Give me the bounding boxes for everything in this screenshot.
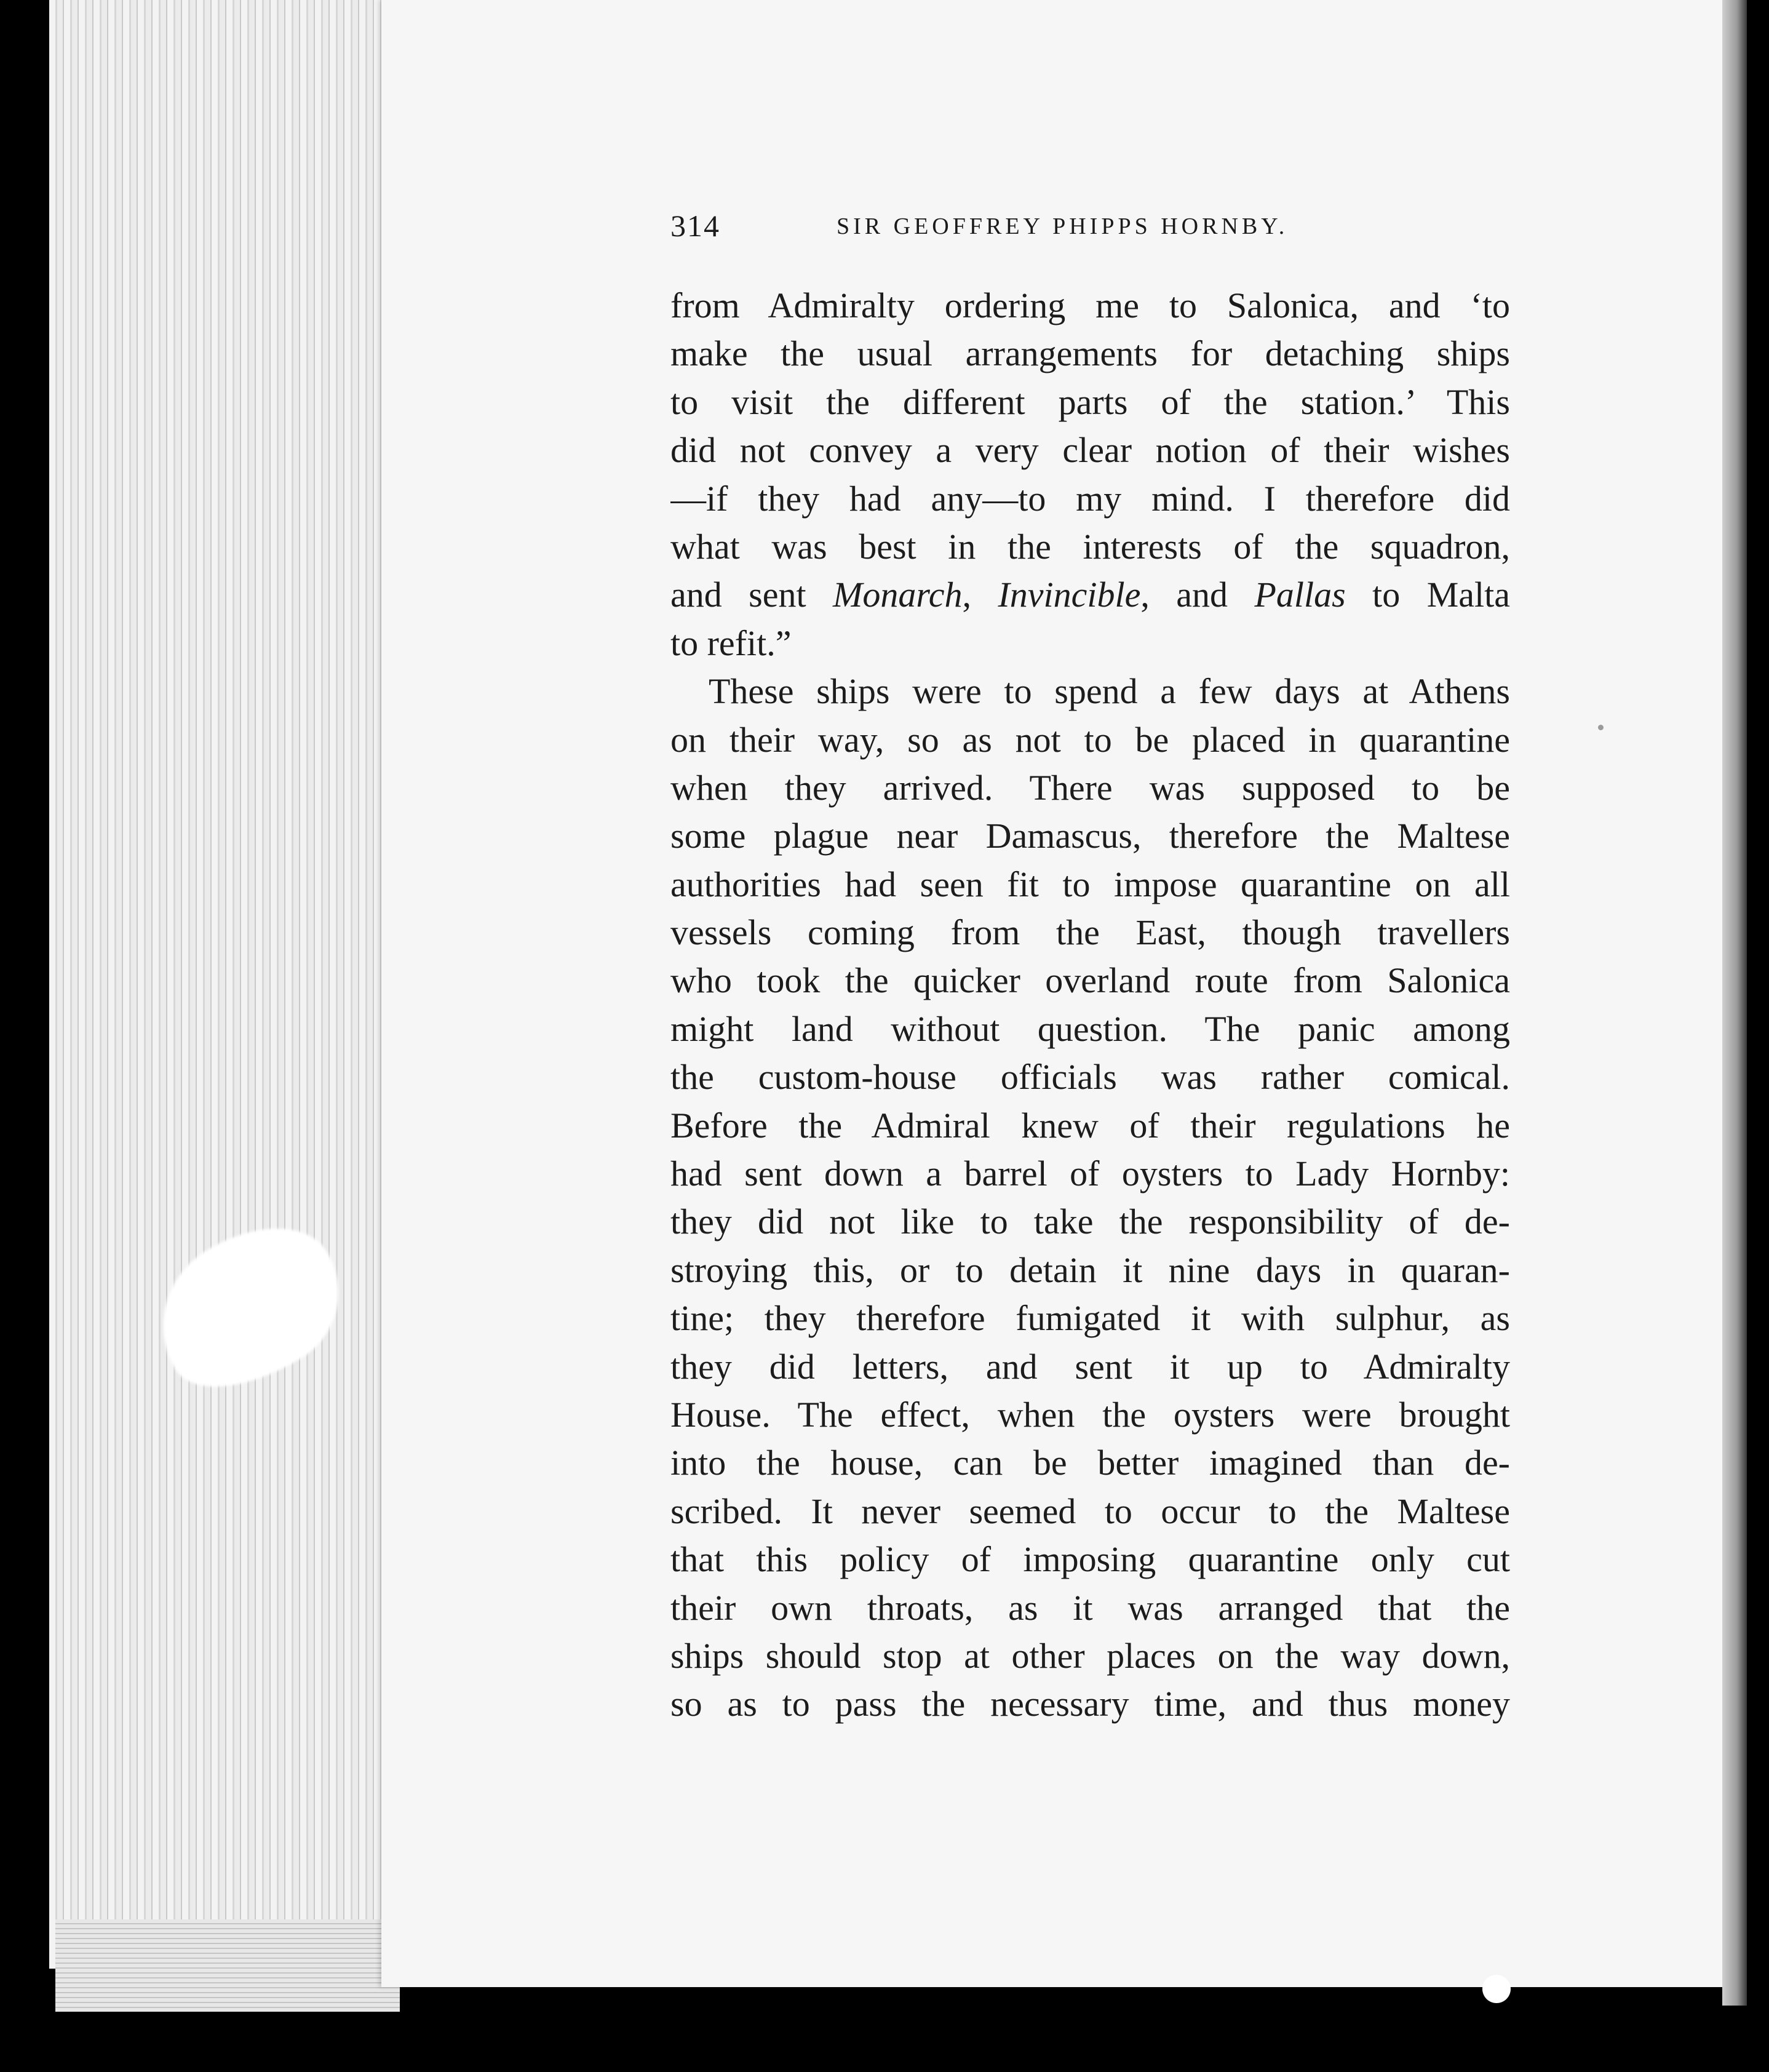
text-fragment: to Malta	[1345, 575, 1510, 615]
text-line: might land without question. The panic among	[670, 1008, 1510, 1049]
text-line: into the house, can be better imagined than de-	[670, 1443, 1510, 1483]
text-line: House. The effect, when the oysters were brought	[670, 1394, 1510, 1435]
text-line: so as to pass the necessary time, and thus money	[670, 1684, 1510, 1724]
page-number: 314	[670, 209, 720, 243]
scan-speck	[1482, 1975, 1511, 2003]
scan-speck	[1598, 725, 1604, 730]
text-line: make the usual arrangements for detaching ships	[670, 333, 1510, 374]
text-line: did not convey a very clear notion of their wishes	[670, 430, 1510, 471]
body-text	[670, 282, 1510, 1729]
text-line: their own throats, as it was arranged that the	[670, 1587, 1510, 1628]
text-line: when they arrived. There was supposed to be	[670, 767, 1510, 808]
text-line: tine; they therefore fumigated it with sulphur, as	[670, 1298, 1510, 1339]
text-line: that this policy of imposing quarantine only cut	[670, 1539, 1510, 1580]
text-fragment: and sent	[670, 575, 833, 615]
text-line: vessels coming from the East, though travellers	[670, 912, 1510, 953]
text-line: what was best in the interests of the squadron,	[670, 526, 1510, 567]
book-page-edges-bottom	[55, 1919, 400, 2012]
book-page-edges	[49, 0, 395, 1969]
text-fragment: , and	[1140, 575, 1255, 615]
paragraph-start: These ships were to spend a few days at Athens	[709, 671, 1510, 712]
text-line: Before the Admiral knew of their regulations he	[670, 1105, 1510, 1146]
text-fragment: ,	[962, 575, 998, 615]
text-line: to visit the different parts of the station.’ This	[670, 381, 1510, 422]
text-line: the custom-house officials was rather comical.	[670, 1057, 1510, 1098]
text-line: who took the quicker overland route from Salonica	[670, 960, 1510, 1001]
text-line: stroying this, or to detain it nine days in quaran-	[670, 1249, 1510, 1290]
text-line: to refit.”	[670, 623, 792, 663]
text-line: authorities had seen fit to impose quarantine on all	[670, 864, 1510, 904]
text-line: some plague near Damascus, therefore the Maltese	[670, 816, 1510, 856]
book-gutter-shadow	[1722, 0, 1747, 2006]
running-header	[670, 208, 1347, 251]
ship-name: Pallas	[1254, 575, 1346, 615]
ship-name: Invincible	[998, 575, 1141, 615]
text-line: they did letters, and sent it up to Admiralty	[670, 1346, 1510, 1387]
ship-name: Monarch	[833, 575, 963, 615]
running-head-title: SIR GEOFFREY PHIPPS HORNBY.	[837, 213, 1289, 239]
text-line: scribed. It never seemed to occur to the Maltese	[670, 1491, 1510, 1531]
text-line: from Admiralty ordering me to Salonica, and ‘to	[670, 285, 1510, 325]
text-line: —if they had any—to my mind. I therefore did	[670, 478, 1510, 519]
text-line: had sent down a barrel of oysters to Lady Hornby:	[670, 1154, 1510, 1194]
text-line: on their way, so as not to be placed in quarantine	[670, 719, 1510, 760]
text-line: ships should stop at other places on the way down,	[670, 1635, 1510, 1676]
text-line-ship-names	[670, 571, 1510, 619]
text-line: they did not like to take the responsibility of de-	[670, 1201, 1510, 1242]
